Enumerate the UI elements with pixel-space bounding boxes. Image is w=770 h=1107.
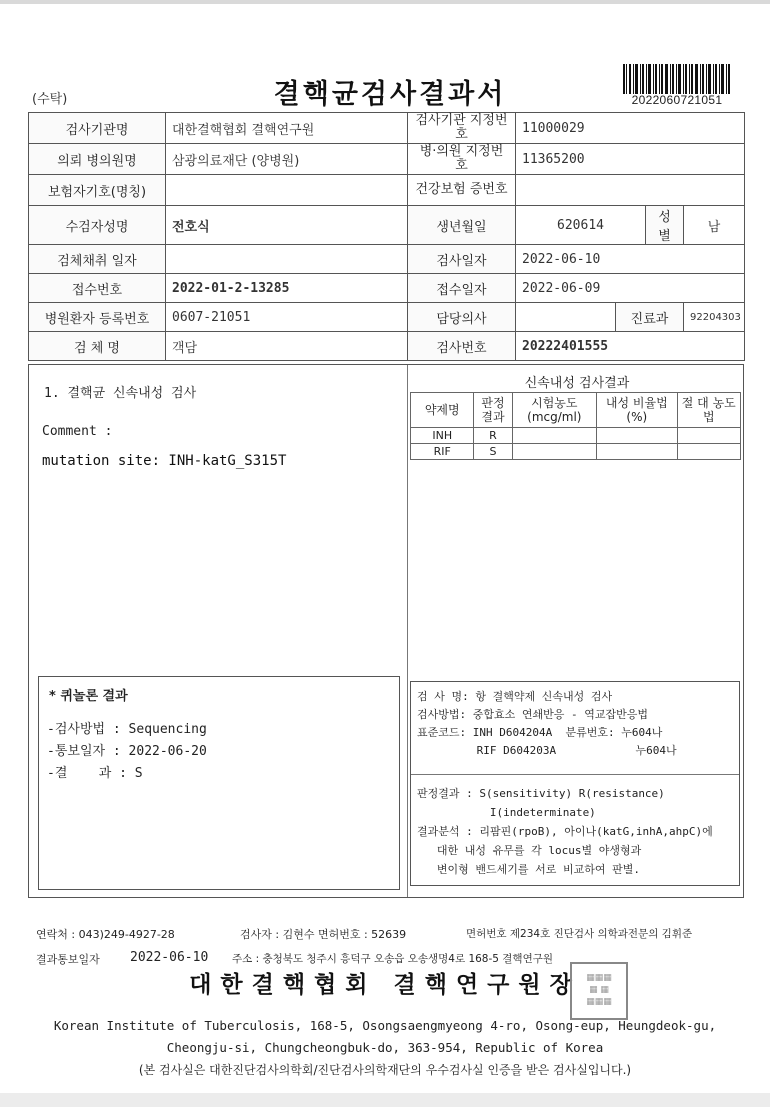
receipt-date: 2022-06-09 <box>516 274 745 303</box>
dept-label: 진료과 <box>616 303 684 332</box>
insurance-label: 보험자기호(명칭) <box>29 175 166 206</box>
test-date: 2022-06-10 <box>516 245 745 274</box>
institute-name: 대한결핵협회 결핵연구원장 <box>189 971 581 998</box>
bottom-edge <box>0 1093 770 1107</box>
method-line: RIF D604203A 누604나 <box>417 744 677 757</box>
patient-name: 전호식 <box>166 206 408 245</box>
collect-date-label: 검체채취 일자 <box>29 245 166 274</box>
dob-value: 620614 <box>516 206 646 245</box>
table-row <box>411 444 741 460</box>
patient-info-table <box>28 112 745 361</box>
drug-ratio <box>597 444 677 460</box>
drug-name: INH <box>411 428 474 444</box>
quinolone-box <box>38 676 400 890</box>
doctor-label: 담당의사 <box>408 303 516 332</box>
comment-label: Comment : <box>42 424 113 439</box>
quinolone-method: -검사방법 : Sequencing <box>47 722 207 737</box>
health-ins-value <box>516 175 745 206</box>
analysis-line: 변이형 밴드세기를 서로 비교하여 판별. <box>417 863 640 876</box>
table-header: 내성 비율법(%) <box>597 393 677 428</box>
table-header: 절 대 농도법 <box>677 393 741 428</box>
drug-absolute <box>677 428 741 444</box>
receipt-date-label: 접수일자 <box>408 274 516 303</box>
table-header: 판정 결과 <box>474 393 512 428</box>
test-no-label: 검사번호 <box>408 332 516 361</box>
address: 주소 : 충청북도 청주시 흥덕구 오송읍 오송생명4로 168-5 결핵연구원 <box>232 953 554 965</box>
license-info: 면허번호 제234호 진단검사 의학과전문의 김휘준 <box>466 928 693 940</box>
receipt-no: 2022-01-2-13285 <box>166 274 408 303</box>
table-header: 시험농도 (mcg/ml) <box>512 393 597 428</box>
certification-note: (본 검사실은 대한진단검사의학회/진단검사의학재단의 우수검사실 인증을 받은 검사실입니다.) <box>138 1063 632 1077</box>
dob-label: 생년월일 <box>408 206 516 245</box>
collect-date <box>166 245 408 274</box>
method-line: 표준코드: INH D604204A 분류번호: 누604나 <box>417 726 663 739</box>
lab-name: 대한결핵협회 결핵연구원 <box>166 113 408 144</box>
test-no: 20222401555 <box>516 332 745 361</box>
top-edge <box>0 0 770 4</box>
sex-label: 성별 <box>646 206 684 245</box>
insurance-value <box>166 175 408 206</box>
table-header: 약제명 <box>411 393 474 428</box>
reg-no-label: 병원환자 등록번호 <box>29 303 166 332</box>
mutation-site: mutation site: INH-katG_S315T <box>42 453 287 469</box>
resistance-result-table <box>410 392 741 460</box>
reg-no: 0607-21051 <box>166 303 408 332</box>
notify-date: 2022-06-10 <box>130 950 209 965</box>
official-seal-icon: ▦▦▦ ▦ ▦ ▦▦▦ <box>570 962 628 1020</box>
analysis-line: 대한 내성 유무를 각 locus별 야생형과 <box>417 844 642 857</box>
barcode-icon <box>623 64 731 94</box>
dept-value: 92204303 <box>684 303 745 332</box>
section-divider <box>407 365 408 897</box>
drug-result: R <box>474 428 512 444</box>
english-address-line1: Korean Institute of Tuberculosis, 168-5, Osongsaengmyeong 4-ro, Osong-eup, Heungdeok-gu, <box>53 1018 717 1033</box>
hospital-id: 11365200 <box>516 144 745 175</box>
document-title: 결핵균검사결과서 <box>273 79 507 110</box>
lab-name-label: 검사기관명 <box>29 113 166 144</box>
test-date-label: 검사일자 <box>408 245 516 274</box>
test-item-title: 1. 결핵균 신속내성 검사 <box>44 386 197 401</box>
english-address-line2: Cheongju-si, Chungcheongbuk-do, 363-954, Republic of Korea <box>166 1040 604 1055</box>
consignment-mark: (수탁) <box>32 92 68 107</box>
analysis-line: 결과분석 : 리팜핀(rpoB), 아이나(katG,inhA,ahpC)에 <box>417 825 713 838</box>
drug-result: S <box>474 444 512 460</box>
doctor-value <box>516 303 616 332</box>
req-hospital: 삼광의료재단 (양병원) <box>166 144 408 175</box>
barcode-number: 2022060721051 <box>631 93 723 107</box>
examiner-info: 검사자 : 김현수 면허번호 : 52639 <box>240 928 407 941</box>
quinolone-result: -결 과 : S <box>47 766 143 781</box>
quinolone-title: * 퀴놀론 결과 <box>49 689 128 704</box>
receipt-no-label: 접수번호 <box>29 274 166 303</box>
hospital-id-label: 병·의원 지정번호 <box>408 144 516 175</box>
method-box <box>410 681 740 886</box>
req-hospital-label: 의뢰 병의원명 <box>29 144 166 175</box>
notify-date-label: 결과통보일자 <box>36 953 100 966</box>
method-line: 검사방법: 중합효소 연쇄반응 - 역교잡반응법 <box>417 708 649 721</box>
quinolone-report-date: -통보일자 : 2022-06-20 <box>47 744 207 759</box>
sex-value: 남 <box>684 206 745 245</box>
drug-absolute <box>677 444 741 460</box>
lab-id-label: 검사기관 지정번호 <box>408 113 516 144</box>
method-line: 검 사 명: 항 결핵약제 신속내성 검사 <box>417 690 613 703</box>
specimen-value: 객담 <box>166 332 408 361</box>
method-divider <box>411 774 739 775</box>
specimen-label: 검 체 명 <box>29 332 166 361</box>
health-ins-label: 건강보험 증번호 <box>408 175 516 206</box>
drug-name: RIF <box>411 444 474 460</box>
lab-id: 11000029 <box>516 113 745 144</box>
resistance-result-title: 신속내성 검사결과 <box>524 376 630 391</box>
contact-info: 연락처 : 043)249-4927-28 <box>36 928 175 941</box>
judgment-line: I(indeterminate) <box>417 806 596 819</box>
drug-conc <box>512 444 597 460</box>
drug-ratio <box>597 428 677 444</box>
drug-conc <box>512 428 597 444</box>
table-row <box>411 428 741 444</box>
judgment-line: 판정결과 : S(sensitivity) R(resistance) <box>417 787 665 800</box>
patient-label: 수검자성명 <box>29 206 166 245</box>
